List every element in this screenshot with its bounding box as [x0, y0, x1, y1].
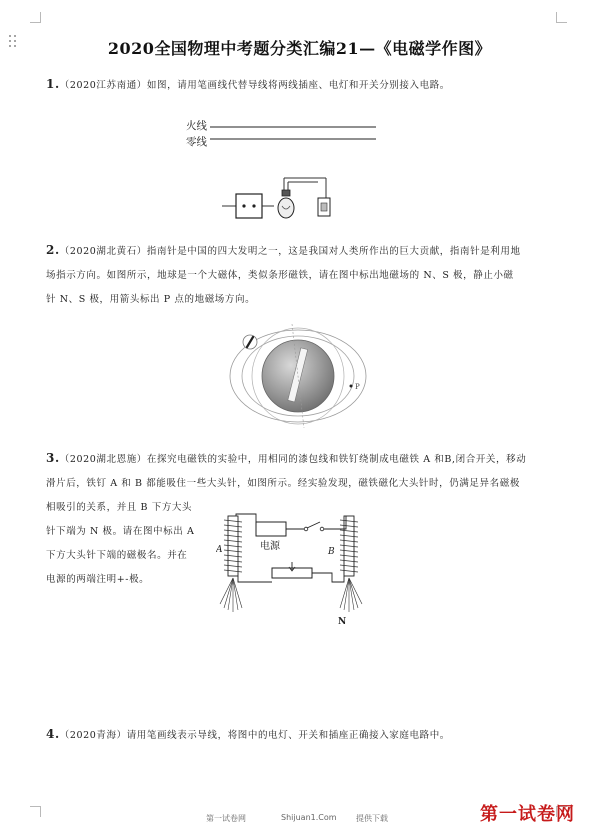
corner-mark-top-right [556, 12, 567, 23]
footer-center-text: Shijuan1.Com [281, 813, 337, 822]
pins-under-a [220, 578, 242, 612]
pins-under-b [340, 578, 362, 612]
question-text-line: 相吸引的关系，并且 B 下方大头 [46, 502, 193, 513]
document-title: 2020全国物理中考题分类汇编21—《电磁学作图》 [107, 39, 492, 58]
live-wire-label: 火线 [186, 120, 207, 132]
neutral-wire-label: 零线 [186, 136, 207, 148]
question-2 [46, 238, 576, 312]
switch-blade-icon [307, 522, 320, 528]
brand-watermark: 第一试卷网 [480, 804, 575, 825]
coil-b-label: B [328, 547, 335, 557]
corner-mark-top-left [30, 12, 41, 23]
pole-n-label: N [338, 617, 347, 627]
question-number: 4. [46, 727, 60, 741]
question-text-line: 下方大头针下端的磁极名。并在 [46, 550, 188, 561]
question-text-line: 针下端为 N 极。请在图中标出 A [46, 526, 195, 537]
coil-a-label: A [216, 545, 223, 555]
question-text-line: （2020湖北黄石）指南针是中国的四大发明之一，这是我国对人类所作出的巨大贡献，指南针是利用地 [59, 246, 521, 257]
socket-icon [236, 194, 262, 218]
lamp-socket-icon [282, 190, 290, 196]
power-source-label: 电源 [260, 541, 280, 552]
socket-lamp-switch-figure [222, 168, 352, 236]
question-text-line: 针 N、S 极，用箭头标出 P 点的地磁场方向。 [46, 294, 256, 305]
question-text-line: （2020江苏南通）如图，请用笔画线代替导线将两线插座、电灯和开关分别接入电路。 [59, 80, 450, 91]
question-number: 1. [46, 77, 60, 91]
question-number: 3. [46, 451, 60, 465]
footer-left-text: 第一试卷网 [206, 814, 246, 823]
question-number: 2. [46, 243, 60, 257]
power-source-icon [256, 522, 286, 536]
question-text-line: 场指示方向。如图所示，地球是一个大磁体，类似条形磁铁，请在图中标出地磁场的 N、S 极，静止小磁 [46, 270, 514, 281]
earth-magnetic-field-figure [226, 320, 376, 435]
question-text-line: 滑片后，铁钉 A 和 B 都能吸住一些大头针，如图所示。经实验发现，磁铁磁化大头针时，仍满足异名磁极 [46, 478, 520, 489]
question-1 [46, 72, 566, 98]
electromagnet-circuit-figure [216, 512, 366, 628]
point-p-marker [350, 385, 353, 388]
question-text-line: （2020湖北恩施）在探究电磁铁的实验中，用相同的漆包线和铁钉绕制成电磁铁 A 和B,闭合开关，移动 [59, 454, 527, 465]
footer-right-text: 提供下载 [356, 814, 388, 823]
question-text-line: 电源的两端注明+-极。 [46, 574, 150, 585]
corner-mark-bottom-left [30, 806, 41, 817]
light-bulb-icon [278, 198, 294, 218]
question-text-line: （2020青海）请用笔画线表示导线，将图中的电灯、开关和插座正确接入家庭电路中。 [59, 730, 450, 741]
question-4 [46, 722, 576, 748]
point-p-label: P [355, 383, 360, 391]
wire-lines [210, 120, 390, 142]
